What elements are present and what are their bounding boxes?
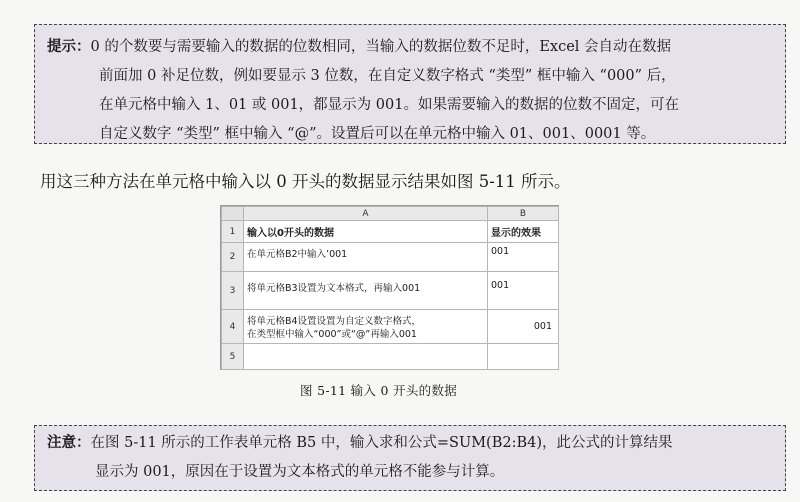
column-header-a[interactable]: A <box>244 207 488 221</box>
note-label: 注意： <box>47 435 91 451</box>
cell-b3[interactable]: 001 <box>488 272 559 310</box>
tip-text-1: 0 的个数要与需要输入的数据的位数相同，当输入的数据位数不足时，Excel 会自动在数据 <box>90 39 672 55</box>
row-header-4[interactable]: 4 <box>222 310 244 344</box>
cell-a4-line2: 在类型框中输入“000”或“@”再输入001 <box>247 328 417 340</box>
column-header-b[interactable]: B <box>488 207 559 221</box>
table-row <box>222 243 559 272</box>
row-header-2[interactable]: 2 <box>222 243 244 272</box>
table-row <box>222 221 559 243</box>
table-row <box>222 272 559 310</box>
note-text-1: 在图 5-11 所示的工作表单元格 B5 中，输入求和公式=SUM(B2:B4)，此公式的计算结果 <box>90 435 673 451</box>
cell-b1[interactable]: 显示的效果 <box>488 221 559 243</box>
note-line-1 <box>47 429 775 458</box>
table-row <box>222 310 559 344</box>
table-row <box>222 344 559 370</box>
cell-a4[interactable] <box>244 310 488 344</box>
row-header-1[interactable]: 1 <box>222 221 244 243</box>
tip-label: 提示： <box>47 39 91 55</box>
cell-a3[interactable]: 将单元格B3设置为文本格式，再输入001 <box>244 272 488 310</box>
row-header-3[interactable]: 3 <box>222 272 244 310</box>
tip-line-1 <box>47 33 775 62</box>
column-header-row <box>222 207 559 221</box>
spreadsheet-table <box>221 206 559 370</box>
row-header-5[interactable]: 5 <box>222 344 244 370</box>
body-paragraph: 用这三种方法在单元格中输入以 0 开头的数据显示结果如图 5-11 所示。 <box>40 172 571 191</box>
note-box <box>34 425 786 491</box>
cell-a2[interactable]: 在单元格B2中输入’001 <box>244 243 488 272</box>
note-text-2: 显示为 001，原因在于设置为文本格式的单元格不能参与计算。 <box>95 464 505 480</box>
spreadsheet-figure <box>220 205 559 370</box>
figure-caption: 图 5-11 输入 0 开头的数据 <box>300 383 458 398</box>
tip-text-2: 前面加 0 补足位数，例如要显示 3 位数，在自定义数字格式 “类型” 框中输入 “000” 后， <box>99 68 676 84</box>
select-all-corner[interactable] <box>222 207 244 221</box>
cell-a5[interactable] <box>244 344 488 370</box>
cell-a4-line1: 将单元格B4设置设置为自定义数字格式， <box>247 315 422 327</box>
cell-b2[interactable]: 001 <box>488 243 559 272</box>
tip-box <box>34 24 786 144</box>
tip-text-3: 在单元格中输入 1、01 或 001，都显示为 001。如果需要输入的数据的位数不固定，可在 <box>99 97 679 113</box>
cell-b5[interactable] <box>488 344 559 370</box>
cell-a1[interactable]: 输入以0开头的数据 <box>244 221 488 243</box>
cell-b4[interactable]: 001 <box>488 310 559 344</box>
tip-text-4: 自定义数字 “类型” 框中输入 “@”。设置后可以在单元格中输入 01、001、0001 等。 <box>99 126 656 142</box>
